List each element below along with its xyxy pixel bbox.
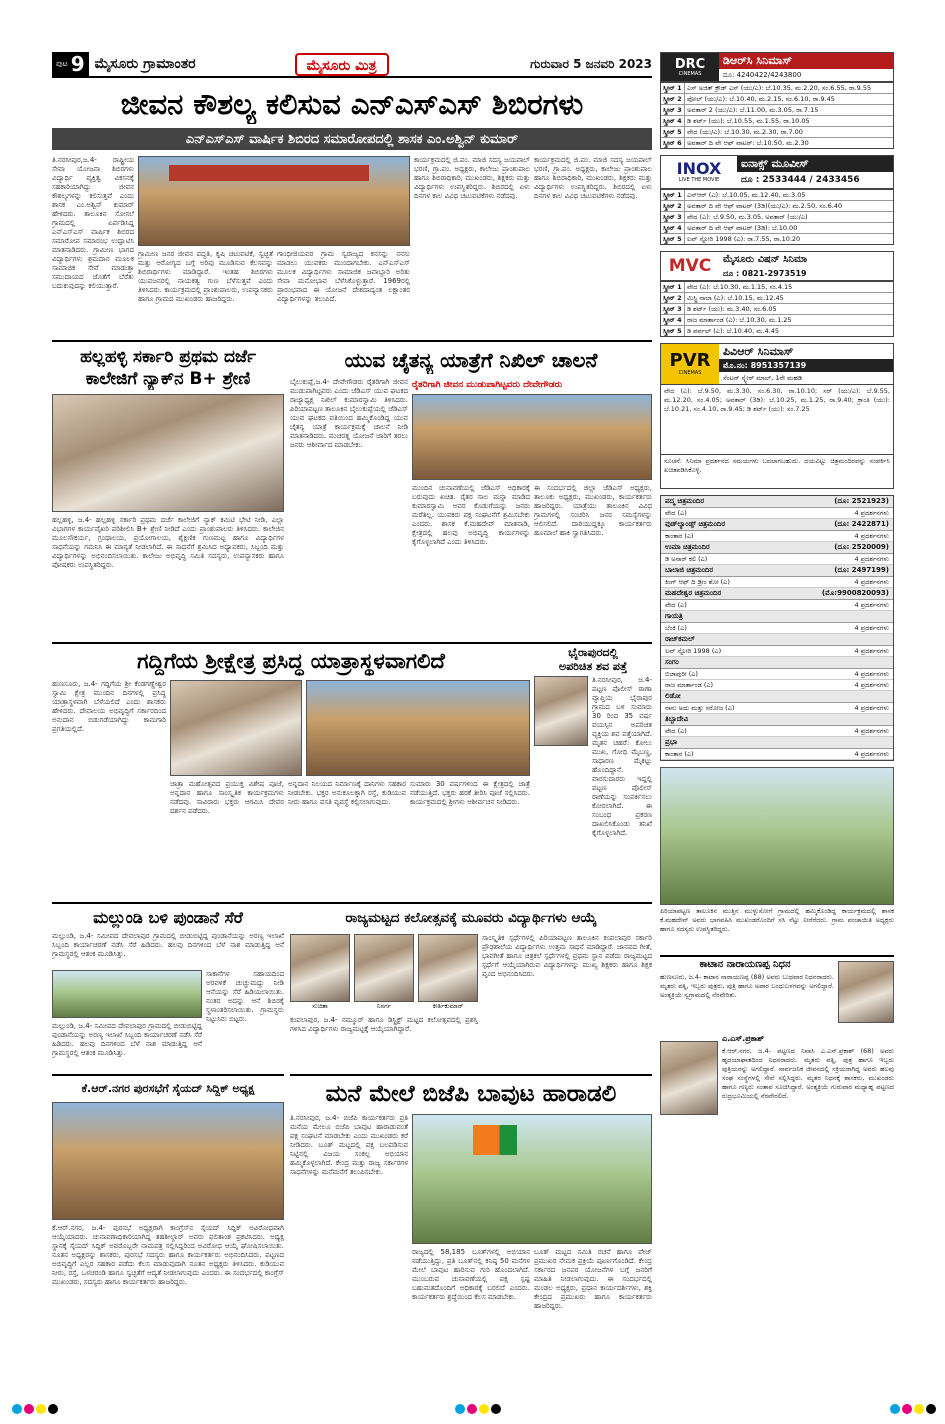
theatre-name: ತಿಬ್ಬಾದೇವಿ: [665, 715, 689, 723]
film-shows: 4 ಪ್ರದರ್ಶನಗಳು: [854, 647, 889, 655]
screen-label: ಸ್ಕ್ರೀನ್ 2: [661, 94, 685, 104]
film-row: [661, 600, 893, 611]
show-times: ಮಿಸ್ಟ್ರಿ ನಾಲಾ (ಎ): ಬೆ.10.15, ಮ.12.45: [687, 294, 784, 302]
theatre-header: [661, 542, 893, 554]
planting-photo: [660, 767, 894, 905]
lead-body-col2: ಗ್ರಾಮೀಣ ಜನರ ಜೀವನ ಪದ್ಧತಿ, ಕೃಷಿ ಚಟುವಟಿಕೆ, ಸ್ವಚ್ಛತೆ ಮತ್ತು ಆರೋಗ್ಯದ ಬಗ್ಗೆ ಅರಿವು ಮೂಡಿಸುವ ಕೆಲಸವನ್ನು ಶಿಬಿರಾರ್ಥಿಗಳು ಮಾಡಿದ್ದಾರೆ. ಇಂತಹ ಶಿಬಿರಗಳು ಯುವಜನರಲ್ಲಿ ನಾಯಕತ್ವ ಗುಣ ಬೆಳೆಸುತ್ತವೆ ಎಂದು ತಿಳಿಸಿದರು. ಕಾರ್ಯಕ್ರಮದಲ್ಲಿ ಪ್ರಾಂಶುಪಾಲರು, ಉಪನ್ಯಾಸಕರು ಹಾಗೂ ಗ್ರಾಮದ ಮುಖಂಡರು ಹಾಜರಿದ್ದರು.: [138, 250, 273, 303]
listing-row: [661, 105, 893, 116]
film-title: ನಾನು ಅದು ಮತ್ತು ಸರೋಜ (ಎ): [665, 704, 735, 712]
film-title: ವೇದ (ಎ): [665, 727, 687, 735]
page-label-box: [52, 52, 89, 76]
drc-title: ಡಿಆರ್‌ಸಿ ಸಿನಿಮಾಸ್: [719, 53, 893, 69]
mallundi-body-b: ಸಾಕಾನೆಗಳ ಸಹಾಯದಿಂದ ಅರವಳಿಕೆ ಚುಚ್ಚುಮದ್ದು ನೀಡಿ ಆನೆಯನ್ನು ಸೆರೆ ಹಿಡಿಯಲಾಯಿತು. ನಂತರ ಅದನ್ನು ಆನೆ ಶಿಬಿರಕ್ಕೆ ಸ್ಥಳಾಂತರಿಸಲಾಯಿತು. ಗ್ರಾಮಸ್ಥರು ನಿಟ್ಟುಸಿರು ಬಿಟ್ಟರು.: [206, 970, 284, 1023]
mallundi-photo: [52, 970, 202, 1018]
theatre-header: [661, 565, 893, 577]
theatre-header: [661, 611, 893, 623]
screen-label: ಸ್ಕ್ರೀನ್ 3: [661, 212, 685, 222]
listing-row: [661, 116, 893, 127]
brand-box: [295, 53, 389, 76]
pvr-logo: [661, 344, 719, 384]
nikhil-body-col1: ಬೈಲುಕುಪ್ಪೆ,ಜ.4- ದೇವೇಗೌಡರು ರೈತರಿಗಾಗಿ ಜೀವನ ಮುಡುಪಾಗಿಟ್ಟವರು ಎಂದು ಜೆಡಿಎಸ್ ಯುವ ಘಟಕದ ರಾಜ್ಯಾಧ್ಯಕ್ಷ ನಿಖಿಲ್ ಕುಮಾರಸ್ವಾಮಿ ತಿಳಿಸಿದರು. ಪಿರಿಯಾಪಟ್ಟಣ ತಾಲೂಕಿನ ಬೈಲುಕುಪ್ಪೆಯಲ್ಲಿ ಜೆಡಿಎಸ್ ಯುವ ಘಟಕದ ವತಿಯಿಂದ ಹಮ್ಮಿಕೊಂಡಿದ್ದ ಯುವ ಚೈತನ್ಯ ಯಾತ್ರೆ ಕಾರ್ಯಕ್ರಮಕ್ಕೆ ಚಾಲನೆ ನೀಡಿ ಮಾತನಾಡಿದರು. ಪಂಚರತ್ನ ಯೋಜನೆ ಜಾರಿಗೆ ತರಲು ಜನರು ಆಶೀರ್ವಾದ ಮಾಡಬೇಕು.: [290, 378, 408, 449]
film-row: [661, 623, 893, 634]
divider: [52, 340, 652, 342]
registration-mark: [467, 1404, 477, 1414]
nikhil-subhead: ರೈತರಿಗಾಗಿ ಜೀವನ ಮುಡುಪಾಗಿಟ್ಟವರು ದೇವೇಗೌಡರು: [412, 380, 563, 390]
theatre-header: [661, 691, 893, 703]
pvr-address: ಸೆಂಟರ್ ಸ್ಕ್ವೇರ್ ಮಾಲ್, 1ನೇ ಮಹಡಿ: [723, 374, 802, 382]
film-shows: 4 ಪ್ರದರ್ಶನಗಳು: [854, 624, 889, 632]
show-times: ಡಿ ಶರ್ಟ್ (ಯು): ಮ.3.40, ಸಂ.6.05: [687, 305, 777, 313]
gaddige-body-col3: ಅನ್ನದಾನ ನಿಲಯದ ನಿರ್ಮಾಣಕ್ಕೆ ದಾನಿಗಳು ಸಹಕಾರ ನೀಡಬೇಕು. ಭಕ್ತರ ಅನುಕೂಲಕ್ಕಾಗಿ ರಸ್ತೆ, ಕುಡಿಯುವ ನೀರು ಹಾಗೂ ವಸತಿ ವ್ಯವಸ್ಥೆ ಕಲ್ಪಿಸಲಾಗುವುದು.: [288, 780, 406, 806]
show-times: ರಾಜ ಮಾರ್ತಾಂಡ (ಎ): ಬೆ.10.30, ಮ.1.25: [687, 316, 792, 324]
show-times: ಲವ್ ಸ್ಟೋರಿ 1998 (ಎ): ರಾ.7.55, ರಾ.10.20: [687, 235, 801, 243]
listing-row: [661, 201, 893, 212]
film-row: [661, 577, 893, 588]
obituary-photo: [838, 961, 894, 1023]
divider: [52, 642, 652, 644]
mvc-title: ಮೈಸೂರು ವಿಷನ್ ಸಿನಿಮಾ: [723, 254, 808, 265]
mallundi-headline: ಮಲ್ಲುಂಡಿ ಬಳಿ ಪುಂಡಾನೆ ಸೆರೆ: [93, 908, 243, 927]
mvc-phone: ದೂ : 0821-2973519: [723, 269, 807, 278]
gaddige-body-col2: ಜಾತ್ರಾ ಮಹೋತ್ಸವದ ಪ್ರಯುಕ್ತ ವಿಶೇಷ ಪೂಜೆ, ಅನ್ನದಾನ ಹಾಗೂ ಸಾಂಸ್ಕೃತಿಕ ಕಾರ್ಯಕ್ರಮಗಳು ನಡೆದವು. ಸಾವಿರಾರು ಭಕ್ತರು ಆಗಮಿಸಿ ದೇವರ ದರ್ಶನ ಪಡೆದರು.: [170, 780, 284, 815]
bjp-flag: [473, 1125, 517, 1155]
issue-date: ಗುರುವಾರ 5 ಜನವರಿ 2023: [530, 56, 652, 71]
page-number: 9: [70, 52, 85, 76]
inox-logo-text: INOX: [676, 159, 722, 178]
pvr-title-block: [719, 344, 893, 384]
film-row: [661, 703, 893, 714]
planting-caption: ಪಿರಿಯಾಪಟ್ಟಣ ತಾಲೂಕಿನ ಮುತ್ತಿನ ಮುಳ್ಳುಸೋಗೆ ಗ್ರಾಮದಲ್ಲಿ ಹಮ್ಮಿಕೊಂಡಿದ್ದ ಕಾರ್ಯಕ್ರಮದಲ್ಲಿ ಶಾಸಕ ಕೆ.ಮಹದೇವ್ ಅವರು ಭಾಗವಹಿಸಿ ಮುಖಂಡರೊಂದಿಗೆ ಸಸಿ ನೆಟ್ಟು ನೀರೆರೆದರು. ಗ್ರಾಮ ಪಂಚಾಯಿತಿ ಅಧ್ಯಕ್ಷರು ಹಾಗೂ ಸದಸ್ಯರು ಉಪಸ್ಥಿತರಿದ್ದರು.: [660, 907, 894, 933]
film-title: ಕಾಂತಾರ (ಎ): [665, 750, 694, 758]
listing-row: [661, 212, 893, 223]
divider: [52, 1074, 284, 1076]
registration-mark: [914, 1404, 924, 1414]
film-row: [661, 726, 893, 737]
gaddige-headline: ಗದ್ದಿಗೆಯ ಶ್ರೀಕ್ಷೇತ್ರ ಪ್ರಸಿದ್ಧ ಯಾತ್ರಾಸ್ಥಳವಾಗಲಿದೆ: [137, 649, 445, 673]
film-title: ಕಿಂಗ್ ಆಫ್ ದಿ ಡ್ರೀಂ ಶೋ (ಎ): [665, 578, 730, 586]
registration-mark: [12, 1404, 22, 1414]
kr-nagar-headline: ಕೆ.ಆರ್.ನಗರ ಪುರಸಭೆಗೆ ಸೈಯದ್ ಸಿದ್ದಿಕ್ ಅಧ್ಯಕ್ಷ: [81, 1082, 255, 1095]
section-title: ಮೈಸೂರು ಗ್ರಾಮಾಂತರ: [94, 56, 196, 72]
screen-label: ಸ್ಕ್ರೀನ್ 5: [661, 234, 685, 244]
drc-title-block: [719, 53, 893, 81]
shava-headline-box: [534, 646, 652, 674]
screen-label: ಸ್ಕ್ರೀನ್ 5: [661, 326, 685, 336]
banner-strip: [169, 165, 369, 181]
theatre-phone: (ದೂ: 2497199): [834, 566, 889, 574]
film-shows: 4 ಪ್ರದರ್ಶನಗಳು: [854, 555, 889, 563]
show-times: ವೇದ (ಯು/ಎ): ಬೆ.10.30, ಮ.2.30, ರಾ.7.00: [687, 128, 803, 136]
gaddige-photo-1: [170, 680, 302, 776]
inox-title: ಐನಾಕ್ಸ್ ಮೂವೀಸ್: [737, 156, 893, 172]
screen-label: ಸ್ಕ್ರೀನ್ 3: [661, 105, 685, 115]
student-portrait: [354, 934, 414, 1002]
listing-row: [661, 293, 893, 304]
film-shows: 4 ಪ್ರದರ್ಶನಗಳು: [854, 681, 889, 689]
film-shows: 4 ಪ್ರದರ್ಶನಗಳು: [854, 578, 889, 586]
screen-label: ಸ್ಕ್ರೀನ್ 4: [661, 116, 685, 126]
obituary-headline: ಕಾಟಾನ ನಾರಾಯಣಪ್ಪ ನಿಧನ: [699, 959, 791, 970]
kalotsava-headline: ರಾಜ್ಯಮಟ್ಟದ ಕಲೋತ್ಸವಕ್ಕೆ ಮೂವರು ವಿದ್ಯಾರ್ಥಿಗಳು ಆಯ್ಕೆ: [345, 910, 597, 926]
drc-logo: [661, 53, 719, 81]
film-shows: 4 ಪ್ರದರ್ಶನಗಳು: [854, 601, 889, 609]
film-shows: 4 ಪ್ರದರ್ಶನಗಳು: [854, 750, 889, 758]
film-row: [661, 669, 893, 680]
registration-mark: [926, 1404, 936, 1414]
theatre-phone: (ದೂ: 2422871): [834, 520, 889, 528]
film-shows: 4 ಪ್ರದರ್ಶನಗಳು: [854, 670, 889, 678]
theatre-phone: (ಮೊ:9900820093): [821, 589, 889, 597]
registration-mark: [455, 1404, 465, 1414]
theatre-name: ಗಾಯತ್ರಿ: [665, 612, 683, 620]
obituary-photo-2: [660, 1041, 718, 1115]
screen-label: ಸ್ಕ್ರೀನ್ 2: [661, 293, 685, 303]
student-photo-3: [418, 934, 478, 1012]
show-times: ಅವತಾರ್ ದಿ ವೇ ಆಫ್ ವಾಟರ್ (3ಡಿ): ಬೆ.10.00: [687, 224, 798, 232]
show-times: ಪೋಲ್ (ಯು/ಎ): ಬೆ.10.40, ಮ.2.15, ಸಂ.6.10, ರಾ.9.45: [687, 95, 835, 103]
theatre-list: [660, 495, 894, 761]
drc-logo-sub: CINEMAS: [678, 70, 702, 77]
lead-headline: ಜೀವನ ಕೌಶಲ್ಯ ಕಲಿಸುವ ಎನ್‌ಎಸ್‌ಎಸ್ ಶಿಬಿರಗಳು: [120, 87, 584, 121]
gaddige-photo-2: [306, 680, 530, 776]
theatre-name: ಪ್ರಭಾ: [665, 738, 678, 746]
film-row: [661, 646, 893, 657]
lead-body-col4: ಕಾರ್ಯಕ್ರಮದಲ್ಲಿ ಜಿ.ಪಂ. ಮಾಜಿ ಸದಸ್ಯ ಜಯಪಾಲ್ ಭರಣಿ, ಗ್ರಾ.ಪಂ. ಅಧ್ಯಕ್ಷರು, ಕಾಲೇಜು ಪ್ರಾಂಶುಪಾಲ ಹಾಗೂ ಶಿಬಿರಾಧಿಕಾರಿ, ಮುಖಂಡರು, ಶಿಕ್ಷಕರು ಮತ್ತು ವಿದ್ಯಾರ್ಥಿಗಳು ಉಪಸ್ಥಿತರಿದ್ದರು. ಶಿಬಿರದಲ್ಲಿ ಏಳು ದಿನಗಳ ಕಾಲ ವಿವಿಧ ಚಟುವಟಿಕೆಗಳು ನಡೆದವು.: [414, 156, 530, 200]
theatre-name: ಸಂಗಂ: [665, 658, 679, 666]
show-times: ವೇದ (ಎ): ಬೆ.10.30, ಮ.1.15, ಸಂ.4.15: [687, 283, 793, 291]
theatre-name: ರಾಜ್‌ಕಮಲ್: [665, 635, 695, 643]
theatre-header: [661, 588, 893, 600]
registration-mark: [890, 1404, 900, 1414]
show-times: ಎನ್‌ಆರ್ (ಎ): ಬೆ.10.05, ಮ.12.40, ಮ.3.05: [687, 191, 806, 199]
inox-header: [660, 155, 894, 189]
kalotsava-body-b: ಸಾಂಸ್ಕೃತಿಕ ಸ್ಪರ್ಧೆಗಳಲ್ಲಿ ಪಿರಿಯಾಪಟ್ಟಣ ತಾಲೂಕಿನ ಕಂಪಲಾಪುರ ಸರ್ಕಾರಿ ಪ್ರೌಢಶಾಲೆಯ ವಿದ್ಯಾರ್ಥಿಗಳು ಉತ್ತಮ ಸಾಧನೆ ಮಾಡಿದ್ದಾರೆ. ಜಾನಪದ ಗೀತೆ, ಭಾವಗೀತೆ ಹಾಗೂ ಚಿತ್ರಕಲೆ ಸ್ಪರ್ಧೆಗಳಲ್ಲಿ ಪ್ರಥಮ ಸ್ಥಾನ ಪಡೆದು ರಾಜ್ಯಮಟ್ಟದ ಸ್ಪರ್ಧೆಗೆ ಆಯ್ಕೆಯಾಗಿರುವ ವಿದ್ಯಾರ್ಥಿಗಳನ್ನು ಮುಖ್ಯ ಶಿಕ್ಷಕರು ಹಾಗೂ ಶಿಕ್ಷಕ ವೃಂದ ಅಭಿನಂದಿಸಿದರು.: [482, 934, 652, 978]
film-title: ಬೆಂಕಿ (ಎ): [665, 624, 687, 632]
inox-listings: [660, 189, 894, 245]
theatre-name: ಮಹದೇಶ್ವರ ಚಿತ್ರಮಂದಿರ: [665, 589, 722, 597]
pvr-logo-sub: CINEMAS: [678, 370, 702, 376]
theatre-header: [661, 657, 893, 669]
lead-body-col1: ತಿ.ನರಸೀಪುರ,ಜ.4- ರಾಷ್ಟ್ರೀಯ ಸೇವಾ ಯೋಜನಾ ಶಿಬಿರಗಳು ವಿದ್ಯಾರ್ಥಿ ವ್ಯಕ್ತಿತ್ವ ವಿಕಸನಕ್ಕೆ ಸಹಕಾರಿಯಾಗಿದ್ದು ಜೀವನ ಕೌಶಲ್ಯಗಳನ್ನು ಕಲಿಸುತ್ತವೆ ಎಂದು ಶಾಸಕ ಎಂ.ಅಶ್ವಿನ್ ಕುಮಾರ್ ಹೇಳಿದರು. ತಾಲೂಕಿನ ಸೋಸಲೆ ಗ್ರಾಮದಲ್ಲಿ ಏರ್ಪಡಿಸಿದ್ದ ಎನ್‌ಎಸ್‌ಎಸ್ ವಾರ್ಷಿಕ ಶಿಬಿರದ ಸಮಾರೋಪ ಸಮಾರಂಭ ಉದ್ಘಾಟಿಸಿ ಮಾತನಾಡಿದರು. ಗ್ರಾಮೀಣ ಭಾಗದ ವಿದ್ಯಾರ್ಥಿಗಳು ಶ್ರಮದಾನ ಮೂಲಕ ಸಾಮಾಜಿಕ ಸೇವೆ ಮಾಡುತ್ತಾ ಸಮುದಾಯದ ಜೊತೆಗೆ ಬೆರೆತು ಬದುಕುವುದನ್ನು ಕಲಿಯುತ್ತಾರೆ.: [52, 156, 134, 290]
bjp-body-col2: ರಾಜ್ಯದಲ್ಲಿ 58,185 ಬೂತ್‌ಗಳಲ್ಲಿ ಅಭಿಯಾನ ನಡೆಯುತ್ತಿದ್ದು, ಪ್ರತಿ ಬೂತ್‌ನಲ್ಲಿ ಕನಿಷ್ಠ 50 ಮನೆಗಳ ಮೇಲೆ ಬಾವುಟ ಹಾರಿಸುವ ಗುರಿ ಹೊಂದಲಾಗಿದೆ. ಮುಂಬರುವ ಚುನಾವಣೆಯಲ್ಲಿ ಪಕ್ಷ ಸ್ಪಷ್ಟ ಬಹುಮತದೊಂದಿಗೆ ಅಧಿಕಾರಕ್ಕೆ ಬರಲಿದೆ ಎಂದರು. ಕಾರ್ಯಕರ್ತರು ಶ್ರದ್ಧೆಯಿಂದ ಕೆಲಸ ಮಾಡಬೇಕು.: [412, 1248, 530, 1301]
nikhil-subhead-bar: [412, 378, 652, 392]
inox-logo-sub: LIVE THE MOVIE: [678, 177, 720, 183]
shava-headline-2: ಅಪರಿಚಿತ ಶವ ಪತ್ತೆ: [558, 660, 628, 673]
listing-row: [661, 315, 893, 326]
show-times: ಎಸ್ ಅಜಿತ್ ಕ್ರೌಡ್‌ ಎಸ್ (ಯು/ಎ): ಬೆ.10.35, ಮ.2.20, ಸಂ.6.55, ರಾ.9.55: [687, 84, 872, 92]
student-portrait: [418, 934, 478, 1002]
listing-row: [661, 83, 893, 94]
screen-label: ಸ್ಕ್ರೀನ್ 3: [661, 304, 685, 314]
film-title: ಡಿ ಅನಾರ್ ಕಲಿ (ಎ): [665, 555, 708, 563]
film-row: [661, 531, 893, 542]
pvr-title: ಪಿವಿಆರ್ ಸಿನಿಮಾಸ್: [723, 345, 794, 358]
film-title: ಬಿಜಾಪುರೀ (ಎ): [665, 670, 698, 678]
pvr-listing: ವೇದ (ಎ): ಬೆ.9.50, ಮ.3.30, ಸಂ.6.30, ರಾ.10.10; ಸರ್ (ಯು/ಎ): ಬೆ.9.55, ಮ.12.20, ಸಂ.4.05; ಅವತಾರ್ (3ಡಿ): ಬೆ.10.25, ಮ.1.25, ರಾ.9.40; ಕ್ರಾಂತಿ (ಯು): ಬೆ.10.21, ಸಂ.4.10, ರಾ.9.45; ಡಿ ಶರ್ಟ್ (ಯು): ಸಂ.7.25: [660, 385, 894, 455]
nikhil-headline: ಯುವ ಚೈತನ್ಯ ಯಾತ್ರೆಗೆ ನಿಖಿಲ್ ಚಾಲನೆ: [344, 348, 598, 372]
show-times: ಅವತಾರ್ 2 (ಯು/ಎ): ಬೆ.11.00, ಮ.3.05, ರಾ.7.15: [687, 106, 819, 114]
drc-logo-text: DRC: [674, 56, 706, 72]
inox-logo: [661, 156, 737, 188]
student-name: ಸುಚಿತಾ: [312, 1002, 328, 1010]
theatre-header: [661, 519, 893, 531]
film-row: [661, 749, 893, 760]
theatre-name: ಪದ್ಮ ಚಿತ್ರಮಂದಿರ: [665, 497, 705, 505]
nikhil-photo: [412, 394, 652, 480]
kr-nagar-photo: [52, 1102, 284, 1220]
bjp-body-col1: ತಿ.ನರಸೀಪುರ, ಜ.4- ಬಿಜೆಪಿ ಕಾರ್ಯಕರ್ತರು ಪ್ರತಿ ಮನೆಯ ಮೇಲೂ ಬಿಜೆಪಿ ಬಾವುಟ ಹಾರಾಡುವಂತೆ ಪಕ್ಷ ಸಂಘಟನೆ ಮಾಡಬೇಕು ಎಂದು ಮುಖಂಡರು ಕರೆ ನೀಡಿದರು. ಬೂತ್ ಮಟ್ಟದಲ್ಲಿ ಪಕ್ಷ ಬಲಪಡಿಸುವ ನಿಟ್ಟಿನಲ್ಲಿ ವಿಜಯ ಸಂಕಲ್ಪ ಅಭಿಯಾನ ಹಮ್ಮಿಕೊಳ್ಳಲಾಗಿದೆ. ಕೇಂದ್ರ ಮತ್ತು ರಾಜ್ಯ ಸರ್ಕಾರಗಳ ಸಾಧನೆಗಳನ್ನು ಮನೆಮನೆಗೆ ತಲುಪಿಸಬೇಕು.: [290, 1114, 408, 1176]
screen-label: ಸ್ಕ್ರೀನ್ 1: [661, 190, 685, 200]
bjp-body-col3: ಬೂತ್ ಮಟ್ಟದ ಸಮಿತಿ ರಚನೆ ಹಾಗೂ ಪೇಜ್ ಪ್ರಮುಖರ ನೇಮಕ ಪ್ರಕ್ರಿಯೆ ಪೂರ್ಣಗೊಂಡಿದೆ. ಕೇಂದ್ರ ಸರ್ಕಾರದ ಜನಪರ ಯೋಜನೆಗಳ ಬಗ್ಗೆ ಜನರಿಗೆ ಮಾಹಿತಿ ನೀಡಲಾಗುವುದು. ಈ ಸಂದರ್ಭದಲ್ಲಿ ಮಂಡಲ ಅಧ್ಯಕ್ಷರು, ಪ್ರಧಾನ ಕಾರ್ಯದರ್ಶಿಗಳು, ಶಕ್ತಿ ಕೇಂದ್ರದ ಪ್ರಮುಖರು ಹಾಗೂ ಕಾರ್ಯಕರ್ತರು ಹಾಜರಿದ್ದರು.: [534, 1248, 652, 1310]
listing-row: [661, 304, 893, 315]
listing-row: [661, 138, 893, 148]
registration-mark: [479, 1404, 489, 1414]
screen-label: ಸ್ಕ್ರೀನ್ 5: [661, 127, 685, 137]
lead-subhead: ಎನ್‌ಎಸ್‌ಎಸ್ ವಾರ್ಷಿಕ ಶಿಬಿರದ ಸಮಾರೋಪದಲ್ಲಿ ಶಾಸಕ ಎಂ.ಅಶ್ವಿನ್ ಕುಮಾರ್: [185, 131, 519, 147]
registration-mark: [36, 1404, 46, 1414]
theatre-name: ಬಾಲಾಜಿ ಚಿತ್ರಮಂದಿರ: [665, 566, 714, 574]
theatre-header: [661, 737, 893, 749]
film-shows: 4 ಪ್ರದರ್ಶನಗಳು: [854, 704, 889, 712]
theatre-header: [661, 634, 893, 646]
screen-label: ಸ್ಕ್ರೀನ್ 1: [661, 83, 685, 93]
student-photo-1: [290, 934, 350, 1012]
obituary-body-2: ಕೆ.ಆರ್.ನಗರ, ಜ.4- ಪಟ್ಟಣದ ನಿವಾಸಿ ಎ.ಎಸ್.ಪ್ರಕಾಶ್ (68) ಅವರು ಹೃದಯಾಘಾತದಿಂದ ನಿಧನರಾದರು. ಮೃತರು ಪತ್ನಿ, ಪುತ್ರ ಹಾಗೂ ಇಬ್ಬರು ಪುತ್ರಿಯರನ್ನು ಅಗಲಿದ್ದಾರೆ. ಸಾರ್ವಜನಿಕ ಜೀವನದಲ್ಲಿ ಸಕ್ರಿಯರಾಗಿದ್ದ ಅವರು ಹಲವು ಸಂಘ ಸಂಸ್ಥೆಗಳಲ್ಲಿ ಸೇವೆ ಸಲ್ಲಿಸಿದ್ದರು. ಮೃತರ ನಿಧನಕ್ಕೆ ಶಾಸಕರು, ಮುಖಂಡರು ಹಾಗೂ ಗಣ್ಯರು ಸಂತಾಪ ಸೂಚಿಸಿದ್ದಾರೆ. ಅಂತ್ಯಕ್ರಿಯೆ ಗುರುವಾರ ಮಧ್ಯಾಹ್ನ ಪಟ್ಟಣದ ರುದ್ರಭೂಮಿಯಲ್ಲಿ ನೆರವೇರಲಿದೆ.: [722, 1047, 894, 1100]
mvc-title-block: [719, 252, 893, 280]
kalotsava-body-a: ಕಂಪಲಾಪುರ, ಜ.4- ನಮ್ಮೂರ್ ಹಾಗೂ ಡಿಸ್ಟ್ರಿಕ್ಟ್ ಮಟ್ಟದ ಕಲೋತ್ಸವದಲ್ಲಿ ಪ್ರಶಸ್ತಿ ಗಳಿಸಿದ ವಿದ್ಯಾರ್ಥಿಗಳು ರಾಜ್ಯಮಟ್ಟಕ್ಕೆ ಆಯ್ಕೆಯಾಗಿದ್ದಾರೆ.: [290, 1016, 478, 1033]
film-title: ವೇದ (ಎ): [665, 601, 687, 609]
student-photo-2: [354, 934, 414, 1012]
theatre-name: ವುಡ್‌ಲ್ಯಾಂಡ್ಸ್ ಚಿತ್ರಮಂದಿರ: [665, 520, 726, 528]
show-times: ವೇದ (ಎ): ಬೆ.9.50, ಮ.3.05, ಅವತಾರ್ (ಯು/ಎ): [687, 213, 808, 221]
film-shows: 4 ಪ್ರದರ್ಶನಗಳು: [854, 532, 889, 540]
lead-photo: [138, 156, 410, 246]
kr-nagar-body: ಕೆ.ಆರ್.ನಗರ, ಜ.4- ಪುರಸಭೆ ಅಧ್ಯಕ್ಷರಾಗಿ ಕಾಂಗ್ರೆಸ್‌ನ ಸೈಯದ್ ಸಿದ್ದಿಕ್ ಅವಿರೋಧವಾಗಿ ಆಯ್ಕೆಯಾದರು. ಚುನಾವಣಾಧಿಕಾರಿಯಾಗಿದ್ದ ತಹಶೀಲ್ದಾರ್ ಅವರು ಫಲಿತಾಂಶ ಪ್ರಕಟಿಸಿದರು. ಅಧ್ಯಕ್ಷ ಸ್ಥಾನಕ್ಕೆ ಸೈಯದ್ ಸಿದ್ದಿಕ್ ಅವರೊಬ್ಬರೇ ನಾಮಪತ್ರ ಸಲ್ಲಿಸಿದ್ದರಿಂದ ಅವಿರೋಧ ಆಯ್ಕೆ ಘೋಷಿಸಲಾಯಿತು. ನೂತನ ಅಧ್ಯಕ್ಷರನ್ನು ಶಾಸಕರು, ಪುರಸಭೆ ಸದಸ್ಯರು ಹಾಗೂ ಕಾರ್ಯಕರ್ತರು ಅಭಿನಂದಿಸಿದರು. ಪಟ್ಟಣದ ಅಭಿವೃದ್ಧಿಗೆ ಎಲ್ಲರ ಸಹಕಾರ ಪಡೆದು ಕೆಲಸ ಮಾಡುವುದಾಗಿ ನೂತನ ಅಧ್ಯಕ್ಷರು ತಿಳಿಸಿದರು. ಕುಡಿಯುವ ನೀರು, ರಸ್ತೆ, ಒಳಚರಂಡಿ ಹಾಗೂ ಸ್ವಚ್ಛತೆಗೆ ಆದ್ಯತೆ ನೀಡಲಾಗುವುದು ಎಂದರು. ಈ ಸಂದರ್ಭದಲ್ಲಿ ಕಾಂಗ್ರೆಸ್ ಮುಖಂಡರು, ಸದಸ್ಯರು ಹಾಗೂ ಕಾರ್ಯಕರ್ತರು ಹಾಜರಿದ್ದರು.: [52, 1224, 284, 1286]
bjp-headline: ಮನೆ ಮೇಲೆ ಬಿಜೆಪಿ ಬಾವುಟ ಹಾರಾಡಲಿ: [325, 1081, 617, 1107]
listing-row: [661, 94, 893, 105]
lead-body-col3: ಗಾಂಧೀಜಿಯವರ ಗ್ರಾಮ ಸ್ವರಾಜ್ಯದ ಕನಸನ್ನು ನನಸು ಮಾಡಲು ಯುವಕರು ಮುಂದಾಗಬೇಕು. ಎನ್‌ಎಸ್‌ಎಸ್ ಮೂಲಕ ವಿದ್ಯಾರ್ಥಿಗಳು ಸಾಮಾಜಿಕ ಜವಾಬ್ದಾರಿ ಅರಿತು ಸೇವಾ ಮನೋಭಾವ ಬೆಳೆಸಿಕೊಳ್ಳುತ್ತಾರೆ. 1969ರಲ್ಲಿ ಪ್ರಾರಂಭವಾದ ಈ ಯೋಜನೆ ದೇಶದಾದ್ಯಂತ ಲಕ್ಷಾಂತರ ವಿದ್ಯಾರ್ಥಿಗಳನ್ನು ತಲುಪಿದೆ.: [277, 250, 410, 303]
divider: [52, 902, 652, 904]
listing-row: [661, 234, 893, 244]
bjp-photo: [412, 1114, 652, 1244]
film-title: ರಾಜ ಮಾರ್ತಾಂಡ (ಎ): [665, 681, 714, 689]
nikhil-body-col3: ಈ ಸಂದರ್ಭದಲ್ಲಿ ಜಿಲ್ಲಾ ಜೆಡಿಎಸ್ ಅಧ್ಯಕ್ಷರು, ತಾಲೂಕು ಅಧ್ಯಕ್ಷರು, ಮುಖಂಡರು, ಕಾರ್ಯಕರ್ತರು ಹಾಜರಿದ್ದರು. ಯಾತ್ರೆಯು ತಾಲೂಕಿನ ವಿವಿಧ ಗ್ರಾಮಗಳಲ್ಲಿ ಸಂಚರಿಸಿ ಜನರ ಸಮಸ್ಯೆಗಳನ್ನು ಆಲಿಸಲಿದೆ. ದಾರಿಯುದ್ದಕ್ಕೂ ಕಾರ್ಯಕರ್ತರು ಹೂಮಾಲೆ ಹಾಕಿ ಸ್ವಾಗತಿಸಿದರು.: [534, 484, 652, 537]
gaddige-body-col1: ಹುಣಸೂರು, ಜ.4- ಗದ್ದಿಗೆಯ ಶ್ರೀ ಕೆಂಡಗಣ್ಣೇಶ್ವರ ಸ್ವಾಮಿ ಕ್ಷೇತ್ರ ಮುಂದಿನ ದಿನಗಳಲ್ಲಿ ಪ್ರಸಿದ್ಧ ಯಾತ್ರಾಸ್ಥಳವಾಗಿ ಬೆಳೆಯಲಿದೆ ಎಂದು ಶಾಸಕರು ಹೇಳಿದರು. ದೇವಾಲಯ ಅಭಿವೃದ್ಧಿಗೆ ಸರ್ಕಾರದಿಂದ ಅನುದಾನ ಬಿಡುಗಡೆಯಾಗಿದ್ದು ಕಾಮಗಾರಿ ಪ್ರಗತಿಯಲ್ಲಿದೆ.: [52, 680, 166, 733]
pvr-phone: ಮೊ.ನಂ: 8951357139: [719, 359, 893, 372]
screen-label: ಸ್ಕ್ರೀನ್ 6: [661, 138, 685, 148]
screen-label: ಸ್ಕ್ರೀನ್ 1: [661, 282, 685, 292]
screen-label: ಸ್ಕ್ರೀನ್ 4: [661, 315, 685, 325]
shava-photo: [534, 676, 588, 746]
lead-body-col5: ಕಾರ್ಯಕ್ರಮದಲ್ಲಿ ಜಿ.ಪಂ. ಮಾಜಿ ಸದಸ್ಯ ಜಯಪಾಲ್ ಭರಣಿ, ಗ್ರಾ.ಪಂ. ಅಧ್ಯಕ್ಷರು, ಕಾಲೇಜು ಪ್ರಾಂಶುಪಾಲ ಹಾಗೂ ಶಿಬಿರಾಧಿಕಾರಿ, ಮುಖಂಡರು, ಶಿಕ್ಷಕರು ಮತ್ತು ವಿದ್ಯಾರ್ಥಿಗಳು ಉಪಸ್ಥಿತರಿದ್ದರು. ಶಿಬಿರದಲ್ಲಿ ಏಳು ದಿನಗಳ ಕಾಲ ವಿವಿಧ ಚಟುವಟಿಕೆಗಳು ನಡೆದವು.: [534, 156, 652, 200]
theatre-phone: (ದೂ: 2520009): [834, 543, 889, 551]
film-row: [661, 554, 893, 565]
drc-listings: [660, 82, 894, 149]
lead-subhead-bar: [52, 128, 652, 150]
student-name: ನಿಸರ್ಗ: [377, 1002, 391, 1010]
listing-row: [661, 223, 893, 234]
gaddige-body-col4b: ಸುಮಾರು 30 ವರ್ಷಗಳಿಂದ ಈ ಕ್ಷೇತ್ರದಲ್ಲಿ ಜಾತ್ರೆ ನಡೆಯುತ್ತಿದೆ. ಭಕ್ತರು ಹರಕೆ ತೀರಿಸಿ ಪೂಜೆ ಸಲ್ಲಿಸಿದರು. ಕಾರ್ಯಕ್ರಮದಲ್ಲಿ ಶ್ರೀಗಳು ಆಶೀರ್ವಚನ ನೀಡಿದರು.: [410, 780, 530, 806]
page-label: ಪುಟ: [56, 59, 68, 68]
pvr-logo-text: PVR: [669, 350, 711, 371]
listing-row: [661, 282, 893, 293]
naac-body: ಹಲ್ಲಹಳ್ಳಿ, ಜ.4- ಹಲ್ಲಹಳ್ಳಿ ಸರ್ಕಾರಿ ಪ್ರಥಮ ದರ್ಜೆ ಕಾಲೇಜಿಗೆ ನ್ಯಾಕ್ ಕಮಿಟಿ ಭೇಟಿ ನೀಡಿ, ಎಲ್ಲಾ ವಿಭಾಗಗಳ ಕಾರ್ಯವೈಖರಿ ಪರಿಶೀಲಿಸಿ B+ ಶ್ರೇಣಿ ನೀಡಿದೆ ಎಂದು ಪ್ರಾಂಶುಪಾಲರು ತಿಳಿಸಿದರು. ಕಾಲೇಜಿನ ಮೂಲಸೌಕರ್ಯ, ಗ್ರಂಥಾಲಯ, ಪ್ರಯೋಗಾಲಯ, ಶೈಕ್ಷಣಿಕ ಗುಣಮಟ್ಟ ಹಾಗೂ ವಿದ್ಯಾರ್ಥಿಗಳ ಸಾಧನೆಯನ್ನು ಗಮನಿಸಿ ಈ ಮಾನ್ಯತೆ ನೀಡಲಾಗಿದೆ. ಈ ಸಾಧನೆಗೆ ಶ್ರಮಿಸಿದ ಅಧ್ಯಾಪಕರು, ಸಿಬ್ಬಂದಿ ಮತ್ತು ವಿದ್ಯಾರ್ಥಿಗಳನ್ನು ಅಭಿನಂದಿಸಲಾಯಿತು. ಕಾಲೇಜು ಅಭಿವೃದ್ಧಿ ಸಮಿತಿ ಸದಸ್ಯರು, ಉಪನ್ಯಾಸಕರು ಹಾಗೂ ಪೋಷಕರು ಉಪಸ್ಥಿತರಿದ್ದರು.: [52, 516, 284, 569]
film-shows: 4 ಪ್ರದರ್ಶನಗಳು: [854, 509, 889, 517]
masthead: [52, 52, 652, 78]
registration-mark: [24, 1404, 34, 1414]
student-name: ಕೀರ್ತಿಕುಮಾರ್: [432, 1002, 464, 1010]
student-portrait: [290, 934, 350, 1002]
theatre-header: [661, 714, 893, 726]
listing-row: [661, 326, 893, 336]
pvr-header: [660, 343, 894, 385]
listing-row: [661, 127, 893, 138]
shava-body: ತಿ.ನರಸೀಪುರ, ಜ.4- ಪಟ್ಟಣ ಪೊಲೀಸ್ ಠಾಣಾ ವ್ಯಾಪ್ತಿಯ ಭೈರಾಪುರ ಗ್ರಾಮದ ಬಳಿ ಸುಮಾರು 30 ರಿಂದ 35 ವರ್ಷ ವಯಸ್ಸಿನ ಅಪರಿಚಿತ ವ್ಯಕ್ತಿಯ ಶವ ಪತ್ತೆಯಾಗಿದೆ. ಮೃತನ ಚಹರೆ: ಕೋಲು ಮುಖ, ಗೋಧಿ ಮೈಬಣ್ಣ, ಸಾಧಾರಣ ಮೈಕಟ್ಟು ಹೊಂದಿದ್ದಾನೆ. ವಾರಸುದಾರರು ಇದ್ದಲ್ಲಿ ಪಟ್ಟಣ ಪೊಲೀಸ್ ಠಾಣೆಯನ್ನು ಸಂಪರ್ಕಿಸಲು ಕೋರಲಾಗಿದೆ. ಈ ಸಂಬಂಧ ಪ್ರಕರಣ ದಾಖಲಿಸಿಕೊಂಡು ತನಿಖೆ ಕೈಗೊಳ್ಳಲಾಗಿದೆ.: [592, 676, 652, 837]
naac-photo: [52, 394, 284, 512]
theatre-name: ಲಿಡೋ: [665, 692, 681, 700]
mvc-header: [660, 251, 894, 281]
pvr-notice: ಸೂಚನೆ: ಸಿನಿಮಾ ಪ್ರದರ್ಶನದ ಸಮಯಗಳು ಬದಲಾಗಬಹುದು. ದಯವಿಟ್ಟು ಚಿತ್ರಮಂದಿರವನ್ನು ಸಂಪರ್ಕಿಸಿ ಖಚಿತಪಡಿಸಿಕೊಳ್ಳಿ.: [660, 455, 894, 489]
mallundi-body-a: ಮಲ್ಲುಂಡಿ, ಜ.4- ಸಮೀಪದ ದೇವಲಾಪುರ ಗ್ರಾಮದಲ್ಲಿ ಬೀಡುಬಿಟ್ಟಿದ್ದ ಪುಂಡಾನೆಯನ್ನು ಅರಣ್ಯ ಇಲಾಖೆ ಸಿಬ್ಬಂದಿ ಕಾರ್ಯಾಚರಣೆ ನಡೆಸಿ ಸೆರೆ ಹಿಡಿದರು. ಹಲವು ದಿನಗಳಿಂದ ಬೆಳೆ ನಾಶ ಮಾಡುತ್ತಿದ್ದ ಆನೆ ಗ್ರಾಮಸ್ಥರಲ್ಲಿ ಆತಂಕ ಮೂಡಿಸಿತ್ತು.: [52, 932, 284, 958]
show-times: ಡಿ ಪರ್ಪಲ್ (ಎ): ಬೆ.10.40, ಮ.4.45: [687, 327, 779, 335]
mvc-logo-text: MVC: [668, 256, 712, 276]
obituary-box: [660, 955, 894, 1165]
naac-headline-1: ಹಲ್ಲಹಳ್ಳಿ ಸರ್ಕಾರಿ ಪ್ರಥಮ ದರ್ಜೆ: [80, 347, 256, 367]
drc-phone: ದೂ: 4240422/4243800: [723, 71, 802, 79]
registration-mark: [902, 1404, 912, 1414]
screen-label: ಸ್ಕ್ರೀನ್ 2: [661, 201, 685, 211]
film-title: ಲವ್ ಸ್ಟೋರಿ 1998 (ಎ): [665, 647, 722, 655]
obituary-body: ಹುಣಸೂರು, ಜ.4- ಕಾಟಾನ ನಾರಾಯಣಪ್ಪ (88) ಅವರು ಬುಧವಾರ ನಿಧನರಾದರು. ಮೃತರು ಪತ್ನಿ, ಇಬ್ಬರು ಪುತ್ರರು, ಪುತ್ರಿ ಹಾಗೂ ಅಪಾರ ಬಂಧುಬಳಗವನ್ನು ಅಗಲಿದ್ದಾರೆ. ಅಂತ್ಯಕ್ರಿಯೆ ಸ್ವಗ್ರಾಮದಲ್ಲಿ ನೆರವೇರಿತು.: [660, 973, 834, 999]
film-row: [661, 680, 893, 691]
theatre-name: ಉಮಾ ಚಿತ್ರಮಂದಿರ: [665, 543, 710, 551]
theatre-phone: (ದೂ: 2521923): [834, 497, 889, 505]
obituary-name-2: ಎ.ಎಸ್.ಪ್ರಕಾಶ್: [722, 1034, 765, 1043]
mvc-logo: [661, 252, 719, 280]
shava-headline-1: ಭೈರಾಪುರದಲ್ಲಿ: [568, 646, 618, 659]
mvc-listings: [660, 281, 894, 337]
registration-mark: [48, 1404, 58, 1414]
show-times: ಅವತಾರ್ ದಿ ವೇ ಆಫ್ ವಾಟರ್: ಬೆ.10.50, ಮ.2.30: [687, 139, 809, 147]
mallundi-body-c: ಮಲ್ಲುಂಡಿ, ಜ.4- ಸಮೀಪದ ದೇವಲಾಪುರ ಗ್ರಾಮದಲ್ಲಿ ಬೀಡುಬಿಟ್ಟಿದ್ದ ಪುಂಡಾನೆಯನ್ನು ಅರಣ್ಯ ಇಲಾಖೆ ಸಿಬ್ಬಂದಿ ಕಾರ್ಯಾಚರಣೆ ನಡೆಸಿ ಸೆರೆ ಹಿಡಿದರು. ಹಲವು ದಿನಗಳಿಂದ ಬೆಳೆ ನಾಶ ಮಾಡುತ್ತಿದ್ದ ಆನೆ ಗ್ರಾಮಸ್ಥರಲ್ಲಿ ಆತಂಕ ಮೂಡಿಸಿತ್ತು.: [52, 1022, 202, 1057]
cinema-column: [660, 52, 894, 1402]
film-title: ಕಾಂತಾರ (ಎ): [665, 532, 694, 540]
theatre-header: [661, 496, 893, 508]
inox-phone: ದೂ : 2533444 / 2433456: [741, 175, 860, 185]
show-times: ಡಿ ಶರ್ಟ್ (ಯು): ಬೆ.10.55, ಮ.1.55, ರಾ.10.05: [687, 117, 810, 125]
divider: [290, 1074, 652, 1076]
naac-headline-2: ಕಾಲೇಜಿಗೆ ನ್ಯಾಕ್‌ನ B+ ಶ್ರೇಣಿ: [85, 369, 251, 389]
show-times: ಅವತಾರ್ ದಿ ವೇ ಆಫ್ ವಾಟರ್ (3ಡಿ)(ಯು/ಎ): ಮ.2.50, ಸಂ.6.40: [687, 202, 843, 210]
film-title: ವೇದ (ಎ): [665, 509, 687, 517]
film-row: [661, 508, 893, 519]
listing-row: [661, 190, 893, 201]
drc-header: [660, 52, 894, 82]
inox-title-block: [737, 156, 893, 188]
registration-mark: [491, 1404, 501, 1414]
brand-logo: ಮೈಸೂರು ಮಿತ್ರ: [306, 57, 377, 74]
film-shows: 4 ಪ್ರದರ್ಶನಗಳು: [854, 727, 889, 735]
nikhil-body-col2: ಮುಂದಿನ ಚುನಾವಣೆಯಲ್ಲಿ ಜೆಡಿಎಸ್ ಅಧಿಕಾರಕ್ಕೆ ಬರುವುದು ಖಚಿತ. ರೈತರ ಸಾಲ ಮನ್ನಾ ಮಾಡಿದ ಕುಮಾರಸ್ವಾಮಿ ಅವರ ಕೊಡುಗೆಯನ್ನು ಜನರು ಮರೆತಿಲ್ಲ. ಯುವಕರು ಪಕ್ಷ ಸಂಘಟನೆಗೆ ಶ್ರಮಿಸಬೇಕು ಎಂದರು. ಶಾಸಕ ಕೆ.ಮಹದೇವ್ ಮಾತನಾಡಿ, ಕ್ಷೇತ್ರದಲ್ಲಿ ಹಲವು ಅಭಿವೃದ್ಧಿ ಕಾರ್ಯಗಳನ್ನು ಕೈಗೊಳ್ಳಲಾಗಿದೆ ಎಂದು ತಿಳಿಸಿದರು.: [412, 484, 530, 546]
screen-label: ಸ್ಕ್ರೀನ್ 4: [661, 223, 685, 233]
